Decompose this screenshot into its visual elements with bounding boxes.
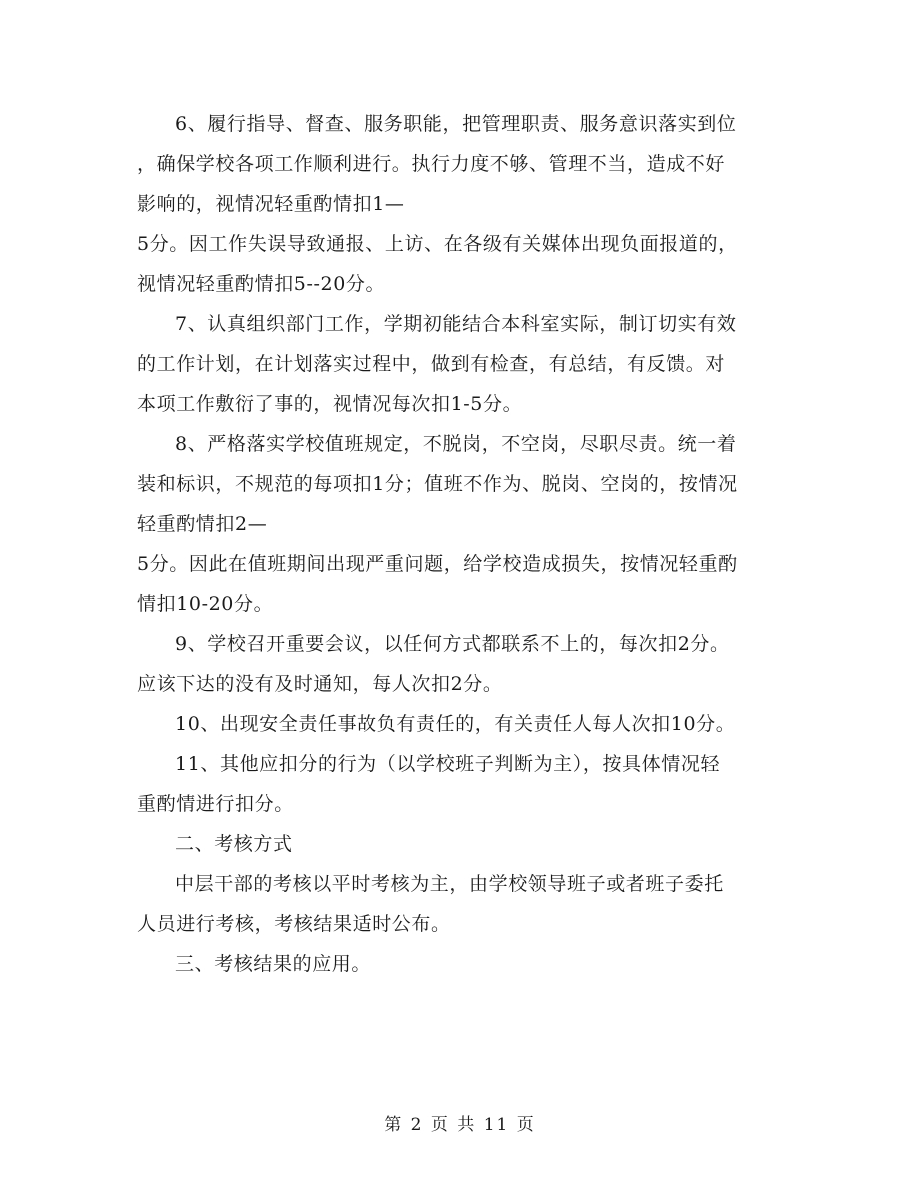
text-line: 9、学校召开重要会议，以任何方式都联系不上的，每次扣2分。: [175, 633, 730, 655]
text-line: 本项工作敷衍了事的，视情况每次扣1-5分。: [137, 393, 523, 415]
text-line: 11、其他应扣分的行为（以学校班子判断为主），按具体情况轻: [175, 753, 721, 775]
text-line: 装和标识，不规范的每项扣1分；值班不作为、脱岗、空岗的，按情况: [137, 473, 738, 495]
text-line: 重酌情进行扣分。: [137, 793, 294, 815]
text-line: 6、履行指导、督查、服务职能，把管理职责、服务意识落实到位: [175, 113, 737, 135]
text-line: 的工作计划，在计划落实过程中，做到有检查，有总结，有反馈。对: [137, 353, 726, 375]
text-line: 中层干部的考核以平时考核为主，由学校领导班子或者班子委托: [175, 873, 724, 895]
text-line: 影响的，视情况轻重酌情扣1—: [137, 193, 405, 215]
text-line: 8、严格落实学校值班规定，不脱岗，不空岗，尽职尽责。统一着: [175, 433, 737, 455]
text-line: 三、考核结果的应用。: [175, 953, 372, 975]
text-line: 7、认真组织部门工作，学期初能结合本科室实际，制订切实有效: [175, 313, 737, 335]
text-line: 人员进行考核，考核结果适时公布。: [137, 913, 451, 935]
text-line: 5分。因此在值班期间出现严重问题，给学校造成损失，按情况轻重酌: [137, 553, 738, 575]
text-line: 10、出现安全责任事故负有责任的，有关责任人每人次扣10分。: [175, 713, 736, 735]
text-line: 5分。因工作失误导致通报、上访、在各级有关媒体出现负面报道的，: [137, 233, 738, 255]
page-footer: 第 2 页 共 11 页: [384, 1115, 536, 1135]
text-line: 视情况轻重酌情扣5--20分。: [137, 273, 386, 295]
text-line: 应该下达的没有及时通知，每人次扣2分。: [137, 673, 503, 695]
text-line: 轻重酌情扣2—: [137, 513, 268, 535]
text-line: ，确保学校各项工作顺利进行。执行力度不够、管理不当，造成不好: [137, 153, 726, 175]
text-line: 二、考核方式: [175, 833, 293, 855]
document-body: [137, 104, 787, 984]
text-line: 情扣10-20分。: [137, 593, 274, 615]
